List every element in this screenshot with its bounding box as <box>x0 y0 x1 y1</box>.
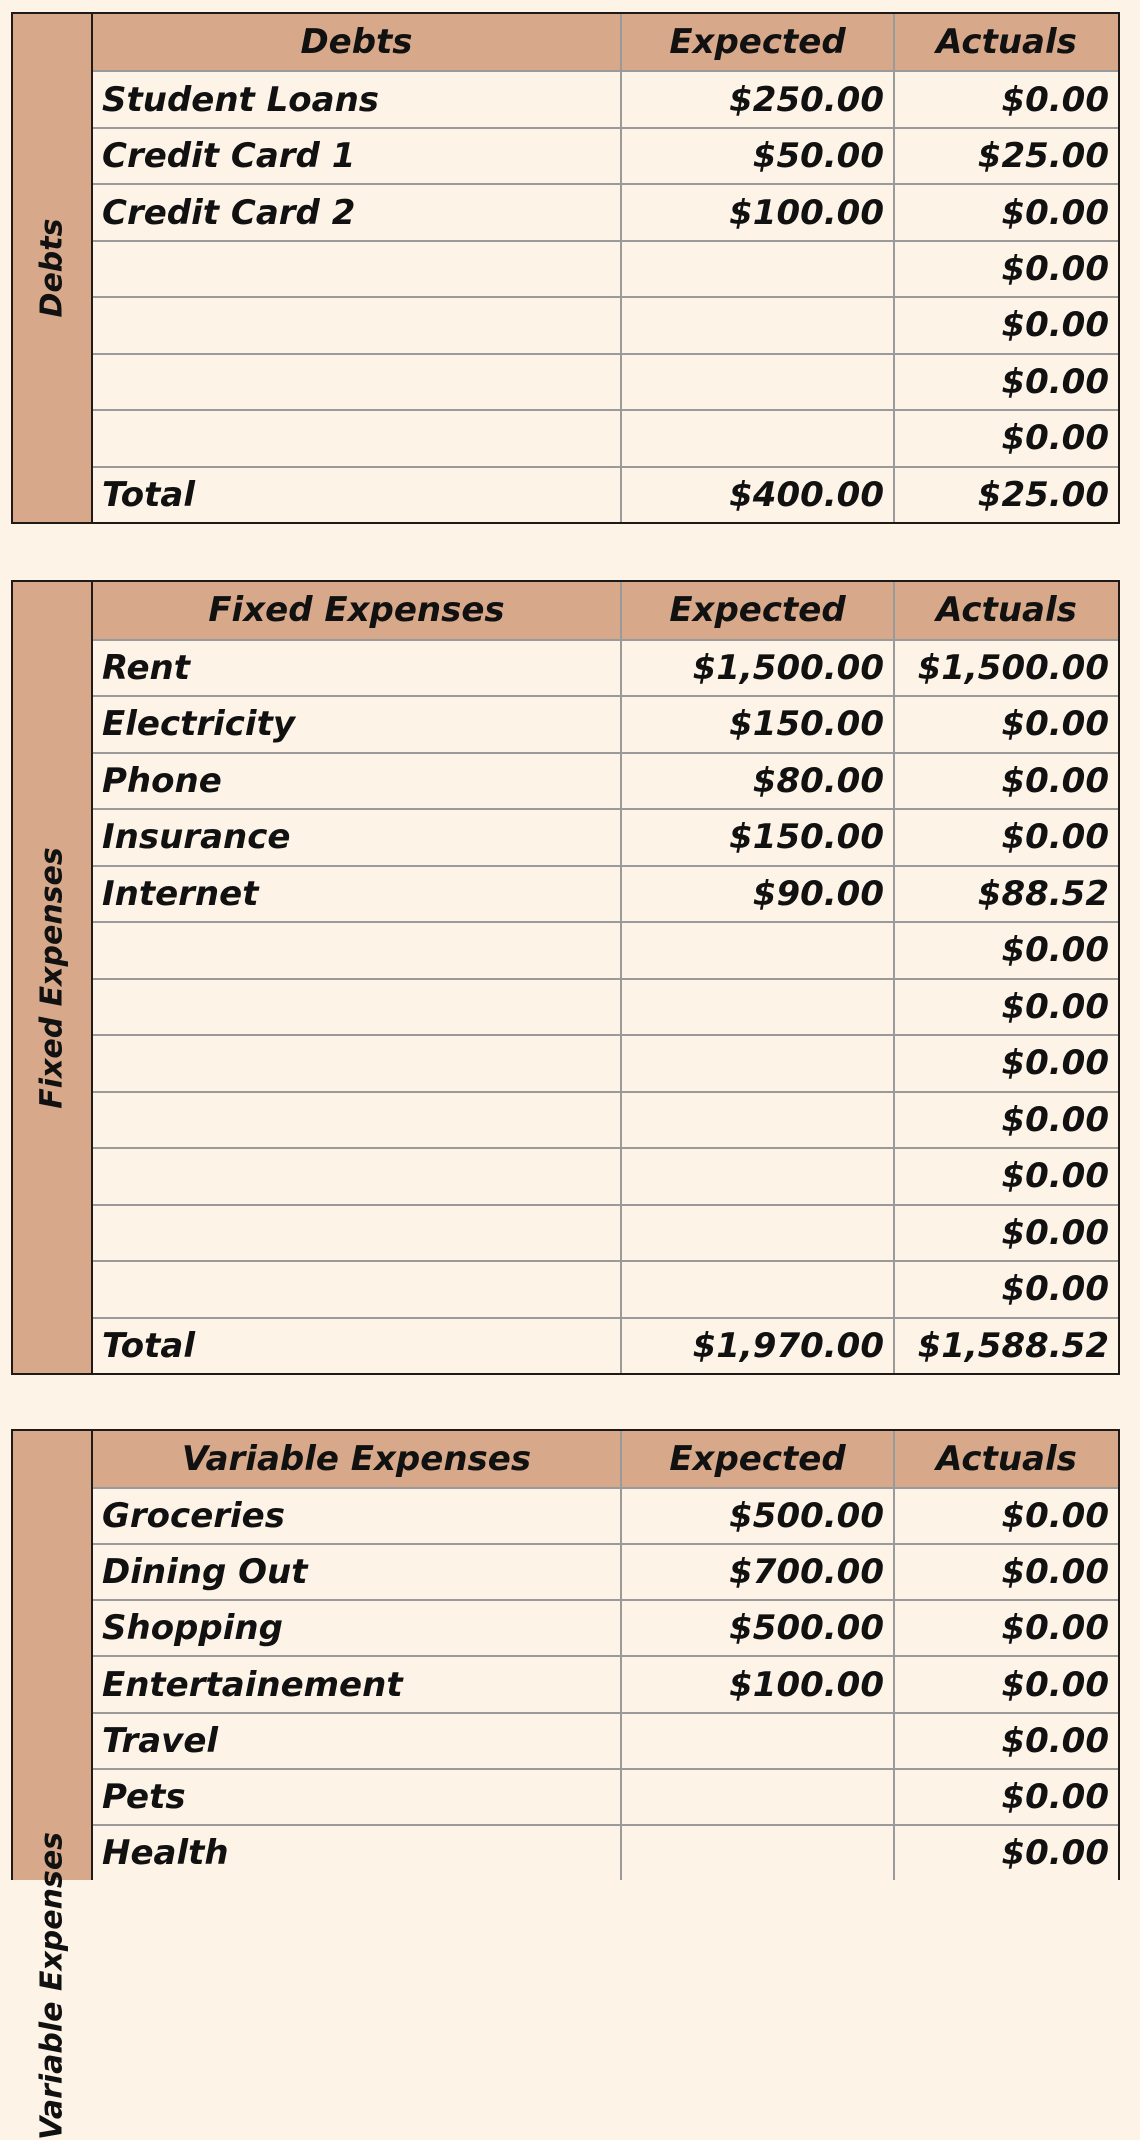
total-actual: $1,588.52 <box>893 1319 1118 1374</box>
table-row <box>93 865 1118 922</box>
actual-cell[interactable]: $0.00 <box>893 298 1118 352</box>
name-cell[interactable]: Groceries <box>102 1496 285 1537</box>
name-cell[interactable]: Rent <box>102 647 191 688</box>
table-row <box>93 183 1118 239</box>
table-row <box>93 752 1118 809</box>
table-row <box>93 240 1118 296</box>
table-row <box>93 1487 1118 1543</box>
expected-cell[interactable]: $500.00 <box>620 1489 893 1543</box>
actual-cell[interactable]: $1,500.00 <box>893 641 1118 696</box>
name-cell[interactable]: Student Loans <box>102 79 380 120</box>
table-row <box>93 978 1118 1035</box>
actual-cell[interactable]: $0.00 <box>893 1770 1118 1824</box>
header-expected: Expected <box>620 582 893 639</box>
expected-cell[interactable] <box>620 242 893 296</box>
side-label-text: Debts <box>34 218 70 318</box>
actual-cell[interactable]: $0.00 <box>893 1657 1118 1711</box>
expected-cell[interactable] <box>620 1826 893 1880</box>
total-label: Total <box>102 474 196 515</box>
name-cell[interactable]: Credit Card 1 <box>102 136 356 177</box>
expected-cell[interactable] <box>620 1714 893 1768</box>
expected-cell[interactable] <box>620 1149 893 1204</box>
section-side-label <box>13 582 93 1373</box>
table-row <box>93 1543 1118 1599</box>
name-cell[interactable]: Entertainement <box>102 1664 403 1705</box>
name-cell[interactable] <box>93 1093 620 1148</box>
expected-cell[interactable]: $50.00 <box>620 129 893 183</box>
expected-cell[interactable]: $500.00 <box>620 1601 893 1655</box>
expected-cell[interactable]: $700.00 <box>620 1545 893 1599</box>
header-actuals: Actuals <box>893 14 1118 70</box>
header-actuals: Actuals <box>893 1431 1118 1487</box>
debts-table <box>93 14 1118 522</box>
expected-cell[interactable] <box>620 1770 893 1824</box>
expected-cell[interactable]: $150.00 <box>620 810 893 865</box>
expected-cell[interactable]: $80.00 <box>620 754 893 809</box>
expected-cell[interactable] <box>620 923 893 978</box>
header-category: Variable Expenses <box>181 1439 532 1480</box>
actual-cell[interactable]: $0.00 <box>893 185 1118 239</box>
actual-cell[interactable]: $0.00 <box>893 1601 1118 1655</box>
section-side-label <box>13 14 93 522</box>
actual-cell[interactable]: $25.00 <box>893 129 1118 183</box>
table-row <box>93 70 1118 126</box>
table-row <box>93 127 1118 183</box>
header-category: Debts <box>300 22 413 63</box>
expected-cell[interactable] <box>620 1262 893 1317</box>
table-row <box>93 1034 1118 1091</box>
table-row <box>93 1147 1118 1204</box>
name-cell[interactable] <box>93 355 620 409</box>
section-side-label <box>13 1431 93 2140</box>
side-label-text: Variable Expenses <box>34 1831 70 2140</box>
total-actual: $25.00 <box>893 468 1118 522</box>
expected-cell[interactable] <box>620 298 893 352</box>
name-cell[interactable]: Credit Card 2 <box>102 192 356 233</box>
actual-cell[interactable]: $0.00 <box>893 242 1118 296</box>
actual-cell[interactable]: $0.00 <box>893 1489 1118 1543</box>
name-cell[interactable]: Electricity <box>102 704 295 745</box>
actual-cell[interactable]: $0.00 <box>893 980 1118 1035</box>
expected-cell[interactable] <box>620 355 893 409</box>
table-row <box>93 353 1118 409</box>
expected-cell[interactable] <box>620 1206 893 1261</box>
expected-cell[interactable] <box>620 1036 893 1091</box>
actual-cell[interactable]: $0.00 <box>893 1149 1118 1204</box>
actual-cell[interactable]: $0.00 <box>893 1714 1118 1768</box>
actual-cell[interactable]: $0.00 <box>893 1826 1118 1880</box>
total-label: Total <box>102 1325 196 1366</box>
expected-cell[interactable]: $100.00 <box>620 185 893 239</box>
table-row <box>93 921 1118 978</box>
expected-cell[interactable]: $90.00 <box>620 867 893 922</box>
name-cell[interactable]: Shopping <box>102 1608 283 1649</box>
expected-cell[interactable] <box>620 411 893 465</box>
table-row <box>93 808 1118 865</box>
table-row <box>93 1204 1118 1261</box>
table-row <box>93 695 1118 752</box>
table-row <box>93 409 1118 465</box>
actual-cell[interactable]: $88.52 <box>893 867 1118 922</box>
side-label-text: Fixed Expenses <box>34 846 70 1109</box>
expected-cell[interactable] <box>620 980 893 1035</box>
name-cell[interactable]: Dining Out <box>102 1552 308 1593</box>
actual-cell[interactable]: $0.00 <box>893 923 1118 978</box>
name-cell[interactable]: Phone <box>102 760 222 801</box>
actual-cell[interactable]: $0.00 <box>893 810 1118 865</box>
header-actuals: Actuals <box>893 582 1118 639</box>
table-row <box>93 1091 1118 1148</box>
expected-cell[interactable]: $100.00 <box>620 1657 893 1711</box>
name-cell[interactable]: Travel <box>102 1720 219 1761</box>
actual-cell[interactable]: $0.00 <box>893 1545 1118 1599</box>
variable-expenses-table <box>93 1431 1118 1880</box>
name-cell[interactable] <box>93 1206 620 1261</box>
name-cell[interactable]: Pets <box>102 1776 186 1817</box>
header-expected: Expected <box>620 14 893 70</box>
table-header-row <box>93 14 1118 70</box>
actual-cell[interactable]: $0.00 <box>893 355 1118 409</box>
table-row <box>93 1599 1118 1655</box>
name-cell[interactable] <box>93 1262 620 1317</box>
table-header-row <box>93 582 1118 639</box>
table-row <box>93 1712 1118 1768</box>
name-cell[interactable] <box>93 980 620 1035</box>
header-category: Fixed Expenses <box>208 590 505 631</box>
table-header-row <box>93 1431 1118 1487</box>
actual-cell[interactable]: $0.00 <box>893 1093 1118 1148</box>
name-cell[interactable]: Insurance <box>102 817 291 858</box>
table-row <box>93 296 1118 352</box>
total-row <box>93 1317 1118 1374</box>
name-cell[interactable] <box>93 1036 620 1091</box>
table-row <box>93 1824 1118 1880</box>
name-cell[interactable] <box>93 1149 620 1204</box>
fixed-expenses-table <box>93 582 1118 1373</box>
expected-cell[interactable]: $250.00 <box>620 72 893 126</box>
table-row <box>93 1768 1118 1824</box>
total-expected: $400.00 <box>620 468 893 522</box>
table-row <box>93 639 1118 696</box>
name-cell[interactable] <box>93 242 620 296</box>
expected-cell[interactable]: $150.00 <box>620 697 893 752</box>
actual-cell[interactable]: $0.00 <box>893 1262 1118 1317</box>
total-row <box>93 466 1118 522</box>
table-row <box>93 1260 1118 1317</box>
total-expected: $1,970.00 <box>620 1319 893 1374</box>
actual-cell[interactable]: $0.00 <box>893 697 1118 752</box>
name-cell[interactable] <box>93 411 620 465</box>
actual-cell[interactable]: $0.00 <box>893 72 1118 126</box>
actual-cell[interactable]: $0.00 <box>893 1206 1118 1261</box>
actual-cell[interactable]: $0.00 <box>893 411 1118 465</box>
name-cell[interactable]: Health <box>102 1832 229 1873</box>
name-cell[interactable] <box>93 923 620 978</box>
expected-cell[interactable] <box>620 1093 893 1148</box>
actual-cell[interactable]: $0.00 <box>893 754 1118 809</box>
debts-section <box>11 12 1120 524</box>
name-cell[interactable]: Internet <box>102 873 259 914</box>
expected-cell[interactable]: $1,500.00 <box>620 641 893 696</box>
table-row <box>93 1655 1118 1711</box>
fixed-expenses-section <box>11 580 1120 1375</box>
header-expected: Expected <box>620 1431 893 1487</box>
variable-expenses-section <box>11 1429 1120 2140</box>
actual-cell[interactable]: $0.00 <box>893 1036 1118 1091</box>
name-cell[interactable] <box>93 298 620 352</box>
